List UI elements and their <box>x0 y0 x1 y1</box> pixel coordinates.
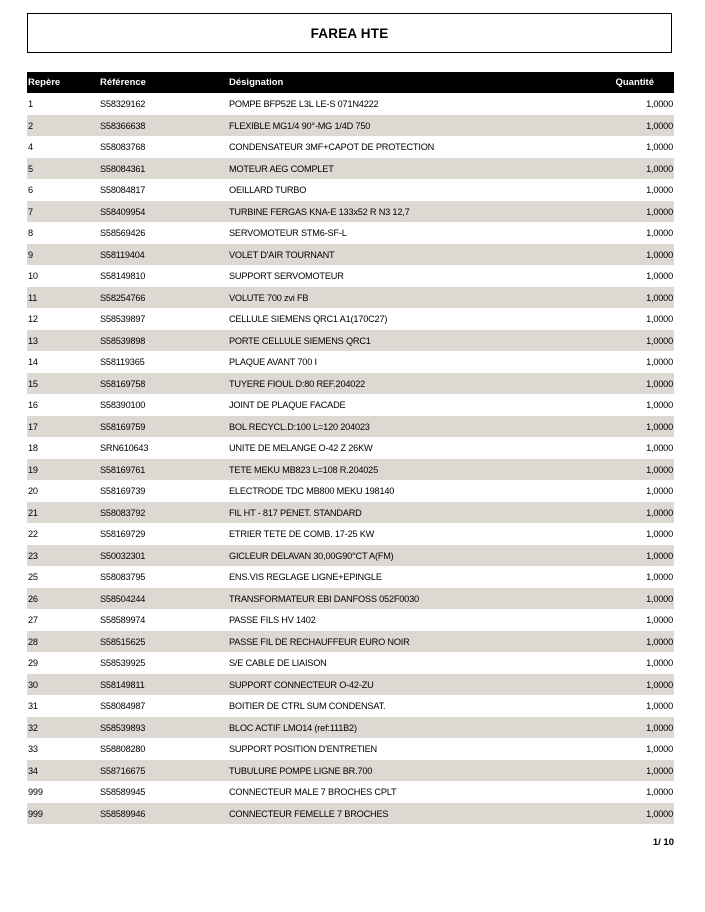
cell-quantite: 1,0000 <box>646 163 673 174</box>
cell-designation: TRANSFORMATEUR EBI DANFOSS 052F0030 <box>229 593 419 604</box>
table-row <box>27 760 674 781</box>
cell-designation: POMPE BFP52E L3L LE-S 071N4222 <box>229 99 379 109</box>
cell-quantite: 1,0000 <box>646 593 673 604</box>
cell-designation: CONNECTEUR MALE 7 BROCHES CPLT <box>229 787 397 797</box>
cell-repere: 8 <box>28 228 33 238</box>
table-row <box>27 373 674 394</box>
cell-quantite: 1,0000 <box>646 636 673 647</box>
cell-quantite: 1,0000 <box>646 314 673 324</box>
cell-designation: TUYERE FIOUL D:80 REF.204022 <box>229 378 366 389</box>
cell-designation: UNITE DE MELANGE O-42 Z 26KW <box>229 443 373 453</box>
cell-repere: 5 <box>28 163 33 174</box>
cell-quantite: 1,0000 <box>646 464 673 475</box>
table-row <box>27 545 674 566</box>
table-row <box>27 652 674 674</box>
cell-repere: 32 <box>28 722 38 733</box>
cell-designation: FIL HT - 817 PENET. STANDARD <box>229 507 362 518</box>
page-number: 1/ 10 <box>652 837 674 848</box>
cell-designation: OEILLARD TURBO <box>229 185 307 195</box>
cell-reference: S58504244 <box>100 593 146 604</box>
cell-repere: 19 <box>28 464 38 475</box>
cell-quantite: 1,0000 <box>646 271 673 281</box>
cell-repere: 16 <box>28 400 38 410</box>
cell-quantite: 1,0000 <box>646 400 673 410</box>
cell-designation: JOINT DE PLAQUE FACADE <box>229 400 346 410</box>
cell-repere: 2 <box>28 120 33 131</box>
cell-reference: S58149811 <box>100 679 145 690</box>
cell-designation: BOL RECYCL.D:100 L=120 204023 <box>229 421 370 432</box>
cell-repere: 7 <box>28 206 33 217</box>
table-row <box>27 136 674 158</box>
table-row <box>27 351 674 373</box>
cell-reference: S58716675 <box>100 765 146 776</box>
table-row <box>27 437 674 459</box>
cell-designation: CONDENSATEUR 3MF+CAPOT DE PROTECTION <box>229 142 435 152</box>
cell-quantite: 1,0000 <box>646 486 673 496</box>
cell-reference: S58366638 <box>100 120 146 131</box>
cell-quantite: 1,0000 <box>646 550 673 561</box>
cell-reference: S58169729 <box>100 529 146 539</box>
cell-designation: PASSE FIL DE RECHAUFFEUR EURO NOIR <box>229 636 410 647</box>
table-row <box>27 480 674 502</box>
cell-repere: 21 <box>28 507 38 518</box>
cell-repere: 23 <box>28 550 38 561</box>
cell-quantite: 1,0000 <box>646 120 673 131</box>
cell-reference: S58169761 <box>100 464 146 475</box>
table-row <box>27 674 674 695</box>
cell-repere: 20 <box>28 486 38 496</box>
table-row <box>27 287 674 308</box>
table-row <box>27 158 674 179</box>
cell-quantite: 1,0000 <box>646 765 673 776</box>
header-repere: Repère <box>28 77 61 88</box>
cell-reference: S58083792 <box>100 507 146 518</box>
cell-designation: GICLEUR DELAVAN 30,00G90°CT A(FM) <box>229 550 394 561</box>
cell-designation: PLAQUE AVANT 700 I <box>229 357 317 367</box>
table-row <box>27 459 674 480</box>
cell-quantite: 1,0000 <box>646 679 673 690</box>
cell-designation: TETE MEKU MB823 L=108 R.204025 <box>229 464 378 475</box>
cell-quantite: 1,0000 <box>646 99 673 109</box>
cell-reference: S50032301 <box>100 550 146 561</box>
cell-quantite: 1,0000 <box>646 335 673 346</box>
cell-reference: S58169739 <box>100 486 146 496</box>
cell-reference: S58409954 <box>100 206 146 217</box>
cell-designation: VOLET D'AIR TOURNANT <box>229 249 335 260</box>
table-row <box>27 330 674 351</box>
cell-designation: SERVOMOTEUR STM6-SF-L <box>229 228 347 238</box>
table-row <box>27 93 674 115</box>
cell-repere: 15 <box>28 378 38 389</box>
table-row <box>27 717 674 738</box>
table-row <box>27 308 674 330</box>
cell-designation: SUPPORT CONNECTEUR O-42-ZU <box>229 679 374 690</box>
cell-designation: SUPPORT POSITION D'ENTRETIEN <box>229 744 377 754</box>
cell-reference: S58169759 <box>100 421 146 432</box>
cell-repere: 11 <box>28 292 38 303</box>
cell-reference: S58084817 <box>100 185 146 195</box>
cell-repere: 30 <box>28 679 38 690</box>
table-row <box>27 265 674 287</box>
cell-repere: 999 <box>28 787 43 797</box>
cell-reference: S58149810 <box>100 271 146 281</box>
cell-repere: 26 <box>28 593 38 604</box>
cell-designation: PASSE FILS HV 1402 <box>229 615 316 625</box>
table-row <box>27 803 674 824</box>
cell-repere: 17 <box>28 421 38 432</box>
cell-repere: 9 <box>28 249 33 260</box>
cell-repere: 6 <box>28 185 33 195</box>
cell-quantite: 1,0000 <box>646 658 673 668</box>
cell-reference: S58589974 <box>100 615 146 625</box>
table-row <box>27 394 674 416</box>
cell-reference: S58254766 <box>100 292 146 303</box>
cell-reference: S58390100 <box>100 400 146 410</box>
cell-quantite: 1,0000 <box>646 421 673 432</box>
cell-quantite: 1,0000 <box>646 378 673 389</box>
cell-repere: 33 <box>28 744 38 754</box>
cell-quantite: 1,0000 <box>646 701 673 711</box>
cell-quantite: 1,0000 <box>646 744 673 754</box>
cell-reference: S58539898 <box>100 335 146 346</box>
table-row <box>27 201 674 222</box>
cell-quantite: 1,0000 <box>646 722 673 733</box>
cell-quantite: 1,0000 <box>646 615 673 625</box>
cell-designation: CELLULE SIEMENS QRC1 A1(170C27) <box>229 314 388 324</box>
cell-quantite: 1,0000 <box>646 292 673 303</box>
cell-repere: 34 <box>28 765 38 776</box>
cell-reference: S58083768 <box>100 142 146 152</box>
cell-reference: S58539893 <box>100 722 146 733</box>
document-title: FAREA HTE <box>310 25 389 41</box>
cell-designation: BOITIER DE CTRL SUM CONDENSAT. <box>229 701 386 711</box>
cell-quantite: 1,0000 <box>646 228 673 238</box>
table-header <box>27 72 674 93</box>
table-row <box>27 222 674 244</box>
cell-repere: 25 <box>28 572 38 582</box>
cell-designation: S/E CABLE DE LIAISON <box>229 658 327 668</box>
cell-reference: S58515625 <box>100 636 146 647</box>
cell-quantite: 1,0000 <box>646 572 673 582</box>
cell-designation: SUPPORT SERVOMOTEUR <box>229 271 344 281</box>
table-row <box>27 781 674 803</box>
cell-repere: 22 <box>28 529 38 539</box>
table-row <box>27 115 674 136</box>
cell-reference: S58119365 <box>100 357 145 367</box>
cell-quantite: 1,0000 <box>646 249 673 260</box>
cell-reference: S58329162 <box>100 99 146 109</box>
cell-designation: TUBULURE POMPE LIGNE BR.700 <box>229 765 373 776</box>
cell-designation: PORTE CELLULE SIEMENS QRC1 <box>229 335 371 346</box>
table-row <box>27 609 674 631</box>
cell-quantite: 1,0000 <box>646 357 673 367</box>
cell-repere: 999 <box>28 808 43 819</box>
table-row <box>27 566 674 588</box>
cell-repere: 27 <box>28 615 38 625</box>
header-designation: Désignation <box>229 77 284 88</box>
table-body <box>27 93 674 824</box>
cell-repere: 12 <box>28 314 38 324</box>
cell-designation: ETRIER TETE DE COMB. 17-25 KW <box>229 529 375 539</box>
cell-designation: TURBINE FERGAS KNA-E 133x52 R N3 12,7 <box>229 206 410 217</box>
cell-repere: 4 <box>28 142 33 152</box>
cell-quantite: 1,0000 <box>646 507 673 518</box>
cell-quantite: 1,0000 <box>646 443 673 453</box>
table-row <box>27 631 674 652</box>
cell-repere: 29 <box>28 658 38 668</box>
cell-repere: 10 <box>28 271 38 281</box>
cell-reference: S58589946 <box>100 808 146 819</box>
table-row <box>27 416 674 437</box>
table-row <box>27 588 674 609</box>
cell-reference: S58808280 <box>100 744 146 754</box>
cell-designation: CONNECTEUR FEMELLE 7 BROCHES <box>229 808 389 819</box>
cell-repere: 1 <box>28 99 33 109</box>
table-row <box>27 179 674 201</box>
cell-designation: FLEXIBLE MG1/4 90°-MG 1/4D 750 <box>229 120 371 131</box>
cell-quantite: 1,0000 <box>646 787 673 797</box>
cell-repere: 13 <box>28 335 38 346</box>
cell-reference: S58083795 <box>100 572 146 582</box>
cell-quantite: 1,0000 <box>646 142 673 152</box>
document-title-box <box>27 13 672 53</box>
table-row <box>27 738 674 760</box>
header-quantite: Quantité <box>615 77 654 88</box>
table-row <box>27 502 674 523</box>
cell-repere: 14 <box>28 357 38 367</box>
table-row <box>27 523 674 545</box>
cell-reference: S58569426 <box>100 228 146 238</box>
cell-reference: SRN610643 <box>100 443 149 453</box>
cell-designation: BLOC ACTIF LMO14 (ref:111B2) <box>229 722 357 733</box>
table-row <box>27 244 674 265</box>
cell-quantite: 1,0000 <box>646 529 673 539</box>
cell-reference: S58169758 <box>100 378 146 389</box>
cell-quantite: 1,0000 <box>646 206 673 217</box>
parts-table <box>27 72 674 824</box>
cell-reference: S58539925 <box>100 658 146 668</box>
cell-designation: ENS.VIS REGLAGE LIGNE+EPINGLE <box>229 572 382 582</box>
cell-reference: S58589945 <box>100 787 146 797</box>
table-row <box>27 695 674 717</box>
header-reference: Référence <box>100 77 146 88</box>
cell-repere: 31 <box>28 701 38 711</box>
cell-repere: 28 <box>28 636 38 647</box>
cell-quantite: 1,0000 <box>646 185 673 195</box>
cell-designation: VOLUTE 700 zvi FB <box>229 292 309 303</box>
cell-reference: S58119404 <box>100 249 145 260</box>
cell-reference: S58539897 <box>100 314 146 324</box>
cell-designation: ELECTRODE TDC MB800 MEKU 198140 <box>229 486 395 496</box>
cell-reference: S58084361 <box>100 163 146 174</box>
cell-designation: MOTEUR AEG COMPLET <box>229 163 334 174</box>
cell-quantite: 1,0000 <box>646 808 673 819</box>
cell-reference: S58084987 <box>100 701 146 711</box>
cell-repere: 18 <box>28 443 38 453</box>
